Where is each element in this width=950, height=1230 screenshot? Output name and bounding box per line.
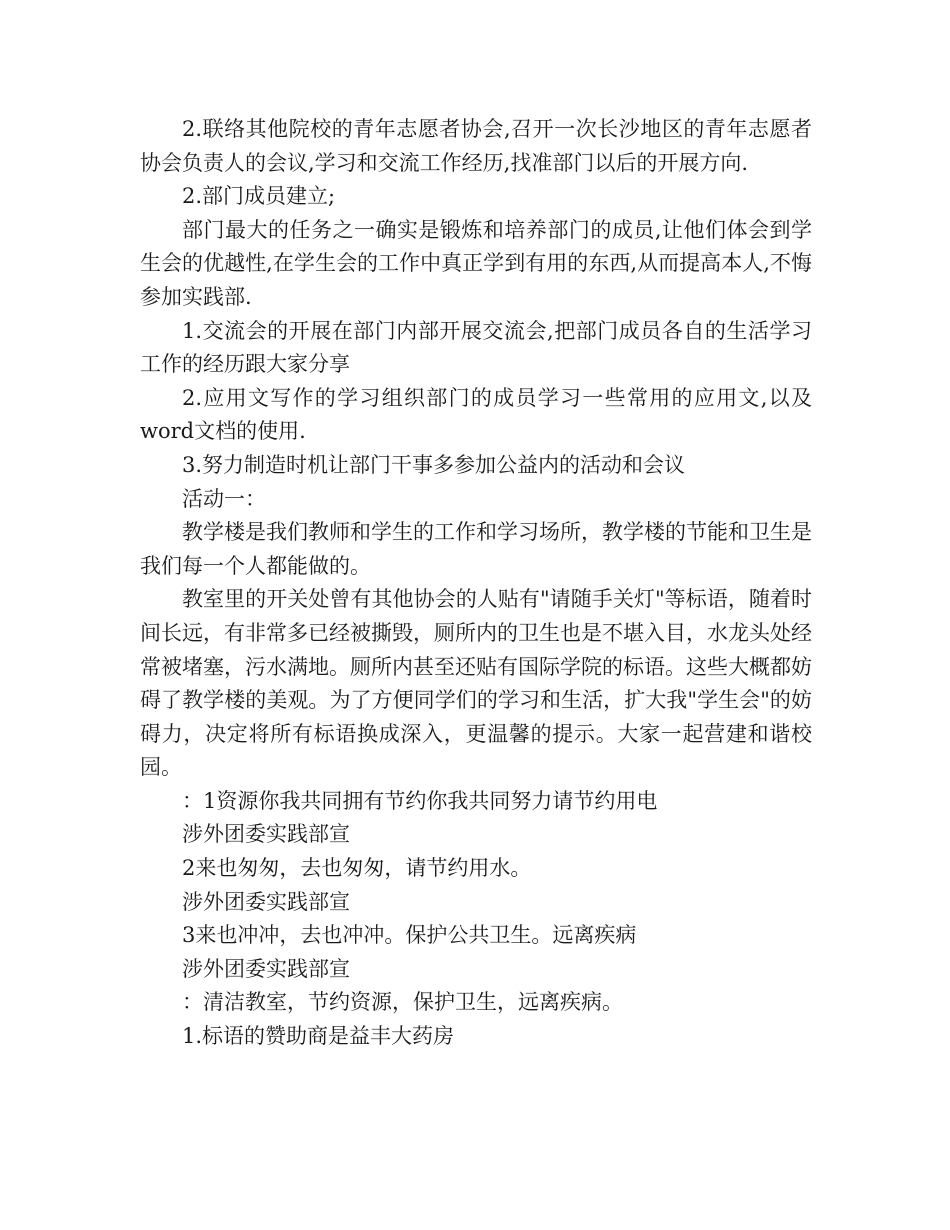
paragraph-department-task: 部门最大的任务之一确实是锻炼和培养部门的成员,让他们体会到学生会的优越性,在学生会的工作中真正学到有用的东西,从而提高本人,不悔参加实践部. [140,217,812,309]
paragraph-theme: ：清洁教室，节约资源，保护卫生，远离疾病。 [182,990,623,1015]
paragraph-slogan-background: 教室里的开关处曾有其他协会的人贴有"请随手关灯"等标语，随着时间长远，有非常多已经被撕毁，厕所内的卫生也是不堪入目，水龙头处经常被堵塞，污水满地。厕所内甚至还贴有国际学院的标语。这些大概都妨碍了教学楼的美观。为了方便同学们的学习和生活，扩大我"学生会"的妨碍力，决定将所有标语换成深入，更温馨的提示。大家一起营建和谐校园。 [140,587,812,780]
paragraph-exchange-meeting: 1.交流会的开展在部门内部开展交流会,把部门成员各自的生活学习工作的经历跟大家分享 [140,318,812,377]
paragraph-slogan-2-signature: 涉外团委实践部宣 [182,889,350,914]
paragraph-public-activities: 3.努力制造时机让部门干事多参加公益内的活动和会议 [182,452,686,477]
paragraph-activity-one-heading: 活动一： [182,486,266,511]
paragraph-teaching-building: 教学楼是我们教师和学生的工作和学习场所，教学楼的节能和卫生是我们每一个人都能做的。 [140,520,812,578]
paragraph-slogan-1-signature: 涉外团委实践部宣 [182,822,350,847]
paragraph-slogan-2: 2来也匆匆，去也匆匆，请节约用水。 [182,856,532,881]
paragraph-slogan-3: 3来也冲冲，去也冲冲。保护公共卫生。远离疾病 [182,923,637,948]
paragraph-member-building-heading: 2.部门成员建立; [182,184,336,209]
paragraph-contact-schools: 2.联络其他院校的青年志愿者协会,召开一次长沙地区的青年志愿者协会负责人的会议,学习和交流工作经历,找准部门以后的开展方向. [140,117,812,175]
paragraph-slogan-1: ：1资源你我共同拥有节约你我共同努力请节约用电 [182,788,658,813]
paragraph-writing-study: 2.应用文写作的学习组织部门的成员学习一些常用的应用文,以及word文档的使用. [140,385,812,444]
paragraph-sponsor: 1.标语的赞助商是益丰大药房 [182,1024,455,1049]
document-body [140,113,812,1054]
paragraph-slogan-3-signature: 涉外团委实践部宣 [182,956,350,981]
